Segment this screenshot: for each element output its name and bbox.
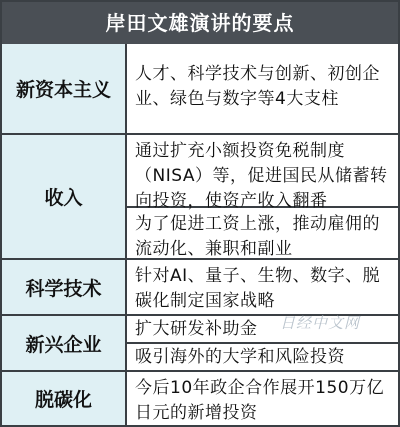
item-science-tech: 针对AI、量子、生物、数字、脱 碳化制定国家战略 [127,260,398,316]
item-new-capitalism: 人才、科学技术与创新、初创企 业、绿色与数字等4大支柱 [127,44,398,135]
item-income-1: 通过扩充小额投资免税制度 （NISA）等，促进国民从储蓄转 向投资，使资产收入翻番 [127,135,398,208]
category-new-capitalism: 新资本主义 [2,44,127,135]
category-startups: 新兴企业 [2,316,127,372]
item-decarbonization: 今后10年政企合作展开150万亿 日元的新增投资 [135,378,385,423]
category-science-tech: 科学技术 [2,260,127,316]
category-decarbonization: 脱碳化 [2,372,127,425]
table-title: 岸田文雄演讲的要点 [2,2,398,44]
item-income-2: 为了促进工资上涨，推动雇佣的 流动化、兼职和副业 [127,208,398,260]
item-startups-2: 吸引海外的大学和风险投资 [127,344,398,372]
category-income: 收入 [2,135,127,260]
item-startups-1: 扩大研发补助金 [127,316,398,344]
watermark: 日经中文网 [280,314,361,332]
